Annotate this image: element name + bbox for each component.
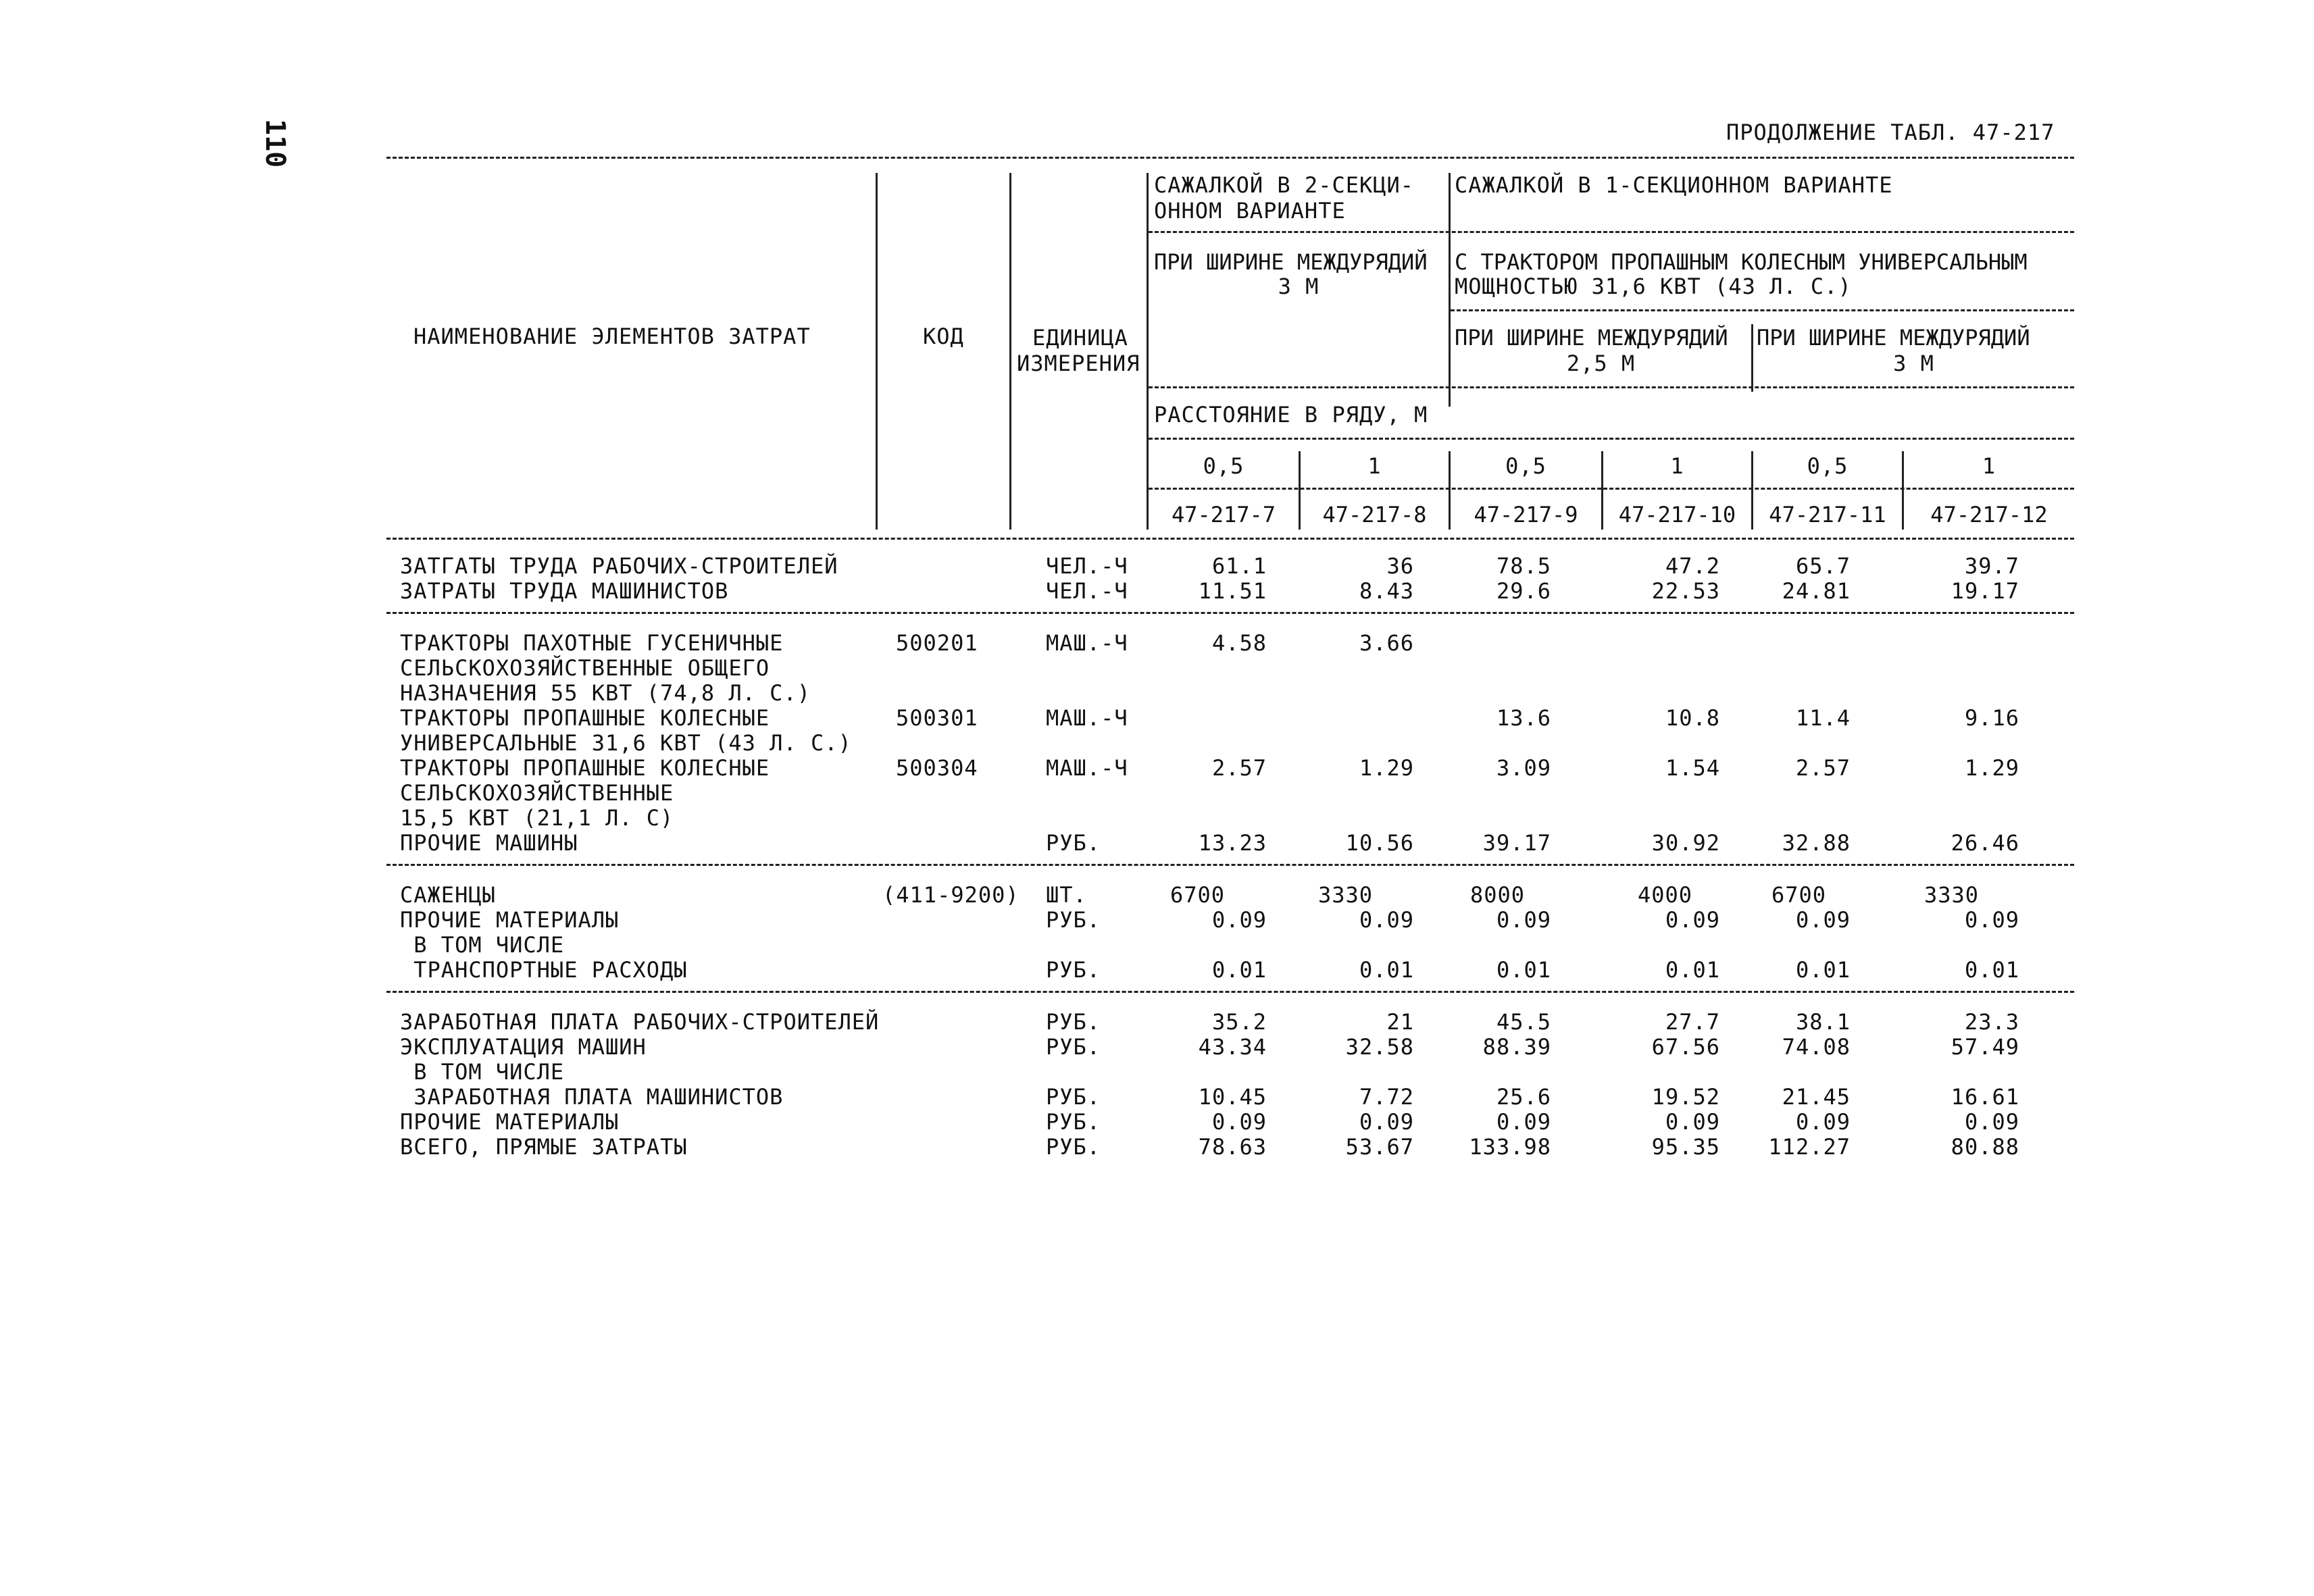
- row-code: (411-9200): [882, 882, 1020, 908]
- row-name: ТРАКТОРЫ ПРОПАШНЫЕ КОЛЕСНЫЕ: [400, 705, 770, 731]
- row-value: 30.92: [1651, 830, 1720, 856]
- row-value: 22.53: [1651, 578, 1720, 604]
- row-name: 15,5 КВТ (21,1 Л. С): [400, 805, 674, 831]
- row-code: 500301: [896, 705, 978, 731]
- row-name: В ТОМ ЧИСЛЕ: [400, 1059, 565, 1085]
- row-value: 2.57: [1795, 755, 1851, 781]
- row-value: 0.01: [1665, 957, 1720, 983]
- row-value: 0.09: [1964, 1109, 2019, 1135]
- row-value: 0.09: [1665, 907, 1720, 933]
- row-value: 0.09: [1665, 1109, 1720, 1135]
- section-divider: [386, 612, 2074, 614]
- row-unit: РУБ.: [1046, 1109, 1101, 1135]
- row-value: 8000: [1470, 882, 1526, 908]
- row-value: 53.67: [1345, 1134, 1414, 1160]
- row-name: УНИВЕРСАЛЬНЫЕ 31,6 КВТ (43 Л. С.): [400, 730, 852, 756]
- row-value: 4000: [1638, 882, 1693, 908]
- row-unit: РУБ.: [1046, 957, 1101, 983]
- row-value: 24.81: [1782, 578, 1851, 604]
- header-rule-3: [1149, 386, 2074, 388]
- distance-label: РАССТОЯНИЕ В РЯДУ, М: [1154, 402, 1428, 428]
- width2-line2: 2,5 М: [1566, 351, 1636, 376]
- row-value: 0.01: [1496, 957, 1551, 983]
- row-name: НАЗНАЧЕНИЯ 55 КВТ (74,8 Л. С.): [400, 680, 811, 706]
- spacing-5: 0,5: [1807, 453, 1848, 479]
- row-value: 88.39: [1482, 1034, 1551, 1060]
- row-value: 0.09: [1964, 907, 2019, 933]
- row-value: 74.08: [1782, 1034, 1851, 1060]
- row-name: ЭКСПЛУАТАЦИЯ МАШИН: [400, 1034, 647, 1060]
- width3-line2: 3 М: [1893, 351, 1934, 376]
- spacing-2: 1: [1367, 453, 1382, 479]
- row-value: 27.7: [1665, 1009, 1720, 1035]
- row-name: ПРОЧИЕ МАТЕРИАЛЫ: [400, 1109, 620, 1135]
- row-value: 13.23: [1198, 830, 1267, 856]
- page-number: 110: [259, 119, 291, 168]
- row-name: В ТОМ ЧИСЛЕ: [400, 932, 565, 958]
- norm-code-1: 47-217-7: [1171, 502, 1276, 527]
- row-unit: РУБ.: [1046, 1084, 1101, 1110]
- row-value: 32.88: [1782, 830, 1851, 856]
- row-value: 3.09: [1496, 755, 1551, 781]
- row-value: 47.2: [1665, 553, 1720, 579]
- row-value: 1.29: [1964, 755, 2019, 781]
- header-rule-5: [1149, 488, 2074, 490]
- row-value: 10.8: [1665, 705, 1720, 731]
- row-unit: ЧЕЛ.-Ч: [1046, 578, 1128, 604]
- row-unit: РУБ.: [1046, 907, 1101, 933]
- row-value: 0.09: [1211, 907, 1267, 933]
- row-value: 32.58: [1345, 1034, 1414, 1060]
- row-value: 38.1: [1795, 1009, 1851, 1035]
- header-rule-2: [1451, 309, 2074, 311]
- row-value: 0.01: [1211, 957, 1267, 983]
- row-value: 11.4: [1795, 705, 1851, 731]
- row-value: 3330: [1318, 882, 1374, 908]
- row-value: 0.09: [1211, 1109, 1267, 1135]
- spacing-4: 1: [1670, 453, 1684, 479]
- row-unit: МАШ.-Ч: [1046, 705, 1128, 731]
- header-top-rule: [386, 157, 2074, 159]
- tractor-line1: С ТРАКТОРОМ ПРОПАШНЫМ КОЛЕСНЫМ УНИВЕРСАЛЬНЫМ: [1455, 249, 2028, 275]
- row-value: 78.5: [1496, 553, 1551, 579]
- norm-code-2: 47-217-8: [1322, 502, 1427, 527]
- row-value: 0.09: [1359, 907, 1414, 933]
- row-name: САЖЕНЦЫ: [400, 882, 496, 908]
- row-value: 133.98: [1469, 1134, 1551, 1160]
- continuation-title: ПРОДОЛЖЕНИЕ ТАБЛ. 47-217: [1726, 120, 2055, 145]
- row-name: СЕЛЬСКОХОЗЯЙСТВЕННЫЕ ОБЩЕГО: [400, 655, 770, 681]
- header-name: НАИМЕНОВАНИЕ ЭЛЕМЕНТОВ ЗАТРАТ: [413, 324, 811, 349]
- row-value: 6700: [1771, 882, 1827, 908]
- row-value: 1.29: [1359, 755, 1414, 781]
- row-value: 9.16: [1964, 705, 2019, 731]
- row-value: 39.7: [1964, 553, 2019, 579]
- group2: САЖАЛКОЙ В 1-СЕКЦИОННОМ ВАРИАНТЕ: [1455, 172, 1893, 198]
- section-divider: [386, 991, 2074, 993]
- row-value: 19.17: [1951, 578, 2019, 604]
- row-value: 10.45: [1198, 1084, 1267, 1110]
- row-value: 29.6: [1496, 578, 1551, 604]
- row-value: 95.35: [1651, 1134, 1720, 1160]
- row-value: 0.09: [1359, 1109, 1414, 1135]
- tractor-line2: МОЩНОСТЬЮ 31,6 КВТ (43 Л. С.): [1455, 274, 1852, 299]
- spacing-6: 1: [1982, 453, 1996, 479]
- row-value: 43.34: [1198, 1034, 1267, 1060]
- row-value: 8.43: [1359, 578, 1414, 604]
- row-name: ЗАРАБОТНАЯ ПЛАТА РАБОЧИХ-СТРОИТЕЛЕЙ: [400, 1009, 880, 1035]
- row-name: ПРОЧИЕ МАШИНЫ: [400, 830, 578, 856]
- width2-line1: ПРИ ШИРИНЕ МЕЖДУРЯДИЙ: [1455, 325, 1728, 351]
- row-unit: РУБ.: [1046, 1034, 1101, 1060]
- row-value: 65.7: [1795, 553, 1851, 579]
- row-unit: ШТ.: [1046, 882, 1087, 908]
- row-value: 80.88: [1951, 1134, 2019, 1160]
- row-name: ТРАНСПОРТНЫЕ РАСХОДЫ: [400, 957, 688, 983]
- row-value: 0.01: [1964, 957, 2019, 983]
- row-unit: МАШ.-Ч: [1046, 630, 1128, 656]
- row-unit: РУБ.: [1046, 1134, 1101, 1160]
- row-name: ТРАКТОРЫ ПРОПАШНЫЕ КОЛЕСНЫЕ: [400, 755, 770, 781]
- row-value: 3330: [1924, 882, 1980, 908]
- spacing-3: 0,5: [1505, 453, 1546, 479]
- row-value: 10.56: [1345, 830, 1414, 856]
- row-value: 35.2: [1211, 1009, 1267, 1035]
- row-name: ЗАРАБОТНАЯ ПЛАТА МАШИНИСТОВ: [400, 1084, 784, 1110]
- row-code: 500201: [896, 630, 978, 656]
- width3-line1: ПРИ ШИРИНЕ МЕЖДУРЯДИЙ: [1757, 325, 2030, 351]
- row-unit: ЧЕЛ.-Ч: [1046, 553, 1128, 579]
- width1-line2: 3 М: [1278, 274, 1319, 299]
- row-unit: РУБ.: [1046, 830, 1101, 856]
- row-value: 26.46: [1951, 830, 2019, 856]
- row-value: 4.58: [1211, 630, 1267, 656]
- row-value: 0.09: [1496, 907, 1551, 933]
- header-rule-4: [1149, 438, 2074, 440]
- row-value: 61.1: [1211, 553, 1267, 579]
- header-unit-2: ИЗМЕРЕНИЯ: [1017, 351, 1140, 376]
- row-value: 16.61: [1951, 1084, 2019, 1110]
- row-name: ЗАТГАТЫ ТРУДА РАБОЧИХ-СТРОИТЕЛЕЙ: [400, 553, 838, 579]
- header-rule-1: [1149, 231, 2074, 233]
- row-value: 21: [1386, 1009, 1414, 1035]
- row-value: 0.09: [1795, 907, 1851, 933]
- row-value: 0.01: [1795, 957, 1851, 983]
- row-value: 25.6: [1496, 1084, 1551, 1110]
- row-value: 13.6: [1496, 705, 1551, 731]
- row-value: 112.27: [1768, 1134, 1851, 1160]
- group1-line1: САЖАЛКОЙ В 2-СЕКЦИ-: [1154, 172, 1415, 198]
- row-value: 6700: [1170, 882, 1226, 908]
- norm-code-6: 47-217-12: [1930, 502, 2048, 527]
- row-value: 3.66: [1359, 630, 1414, 656]
- row-unit: РУБ.: [1046, 1009, 1101, 1035]
- row-value: 0.09: [1795, 1109, 1851, 1135]
- row-value: 0.01: [1359, 957, 1414, 983]
- row-value: 57.49: [1951, 1034, 2019, 1060]
- row-value: 0.09: [1496, 1109, 1551, 1135]
- row-value: 78.63: [1198, 1134, 1267, 1160]
- norm-code-5: 47-217-11: [1769, 502, 1886, 527]
- norm-code-4: 47-217-10: [1618, 502, 1736, 527]
- row-unit: МАШ.-Ч: [1046, 755, 1128, 781]
- row-value: 21.45: [1782, 1084, 1851, 1110]
- norm-code-3: 47-217-9: [1474, 502, 1578, 527]
- row-value: 36: [1386, 553, 1414, 579]
- row-name: ВСЕГО, ПРЯМЫЕ ЗАТРАТЫ: [400, 1134, 688, 1160]
- header-code: КОД: [923, 324, 964, 349]
- header-bottom-rule: [386, 538, 2074, 540]
- row-name: ЗАТРАТЫ ТРУДА МАШИНИСТОВ: [400, 578, 729, 604]
- col-sep-name: [876, 173, 878, 530]
- row-value: 39.17: [1482, 830, 1551, 856]
- row-value: 19.52: [1651, 1084, 1720, 1110]
- row-value: 45.5: [1496, 1009, 1551, 1035]
- spacing-1: 0,5: [1203, 453, 1244, 479]
- row-value: 2.57: [1211, 755, 1267, 781]
- row-code: 500304: [896, 755, 978, 781]
- row-value: 23.3: [1964, 1009, 2019, 1035]
- group1-line2: ОННОМ ВАРИАНТЕ: [1154, 198, 1346, 224]
- col-sep-code: [1009, 173, 1011, 530]
- row-value: 67.56: [1651, 1034, 1720, 1060]
- row-value: 7.72: [1359, 1084, 1414, 1110]
- row-value: 1.54: [1665, 755, 1720, 781]
- header-unit-1: ЕДИНИЦА: [1032, 325, 1128, 351]
- row-name: ПРОЧИЕ МАТЕРИАЛЫ: [400, 907, 620, 933]
- section-divider: [386, 864, 2074, 866]
- row-name: СЕЛЬСКОХОЗЯЙСТВЕННЫЕ: [400, 780, 674, 806]
- row-value: 11.51: [1198, 578, 1267, 604]
- width1-line1: ПРИ ШИРИНЕ МЕЖДУРЯДИЙ: [1154, 249, 1428, 275]
- row-name: ТРАКТОРЫ ПАХОТНЫЕ ГУСЕНИЧНЫЕ: [400, 630, 784, 656]
